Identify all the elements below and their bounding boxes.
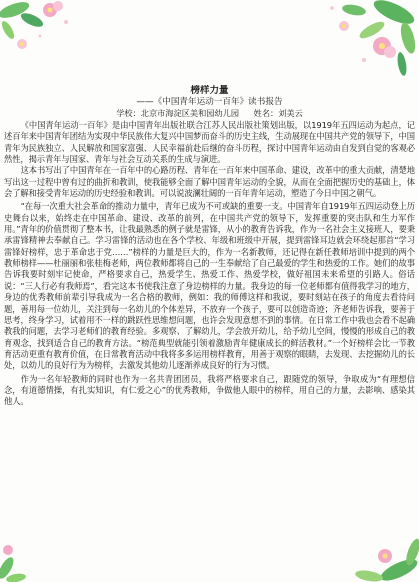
author-name: 姓名：刘美云: [253, 108, 303, 118]
leaf-icon: [341, 0, 418, 77]
floral-decoration-top-left: [0, 0, 80, 70]
report-subtitle: ——《中国青年运动一百年》读书报告: [136, 97, 283, 107]
paragraph-1: 《中国青年运动一百年》是由中国青年出版社联合江苏人民出版社策划出版，以1919年五四运动为起点，记述百年来中国青年团结为实现中华民族伟大复兴中国梦而奋斗的历史主线，生动展现在中国共产党的领导下，中国青年为民族独立、人民解放和国家富强、人民幸福前赴后继的奋斗历程，探讨中国青年运动由自发到自觉的客观必然性，揭示青年与国家、青年与社会互动关系的生成与演进。: [4, 120, 415, 165]
paragraph-4: 作为一名年轻教师的同时也作为一名共青团团员，我将严格要求自己，跟随党的领导，争取成为“有理想信念，有道德情操，有扎实知识，有仁爱之心”的优秀教师，争做他人眼中的榜样，用自己的力量，去影响、感染其他人。: [4, 373, 415, 407]
school-label: 学校：北京市海淀区美和园幼儿园: [116, 108, 240, 118]
paragraph-2: 这本书写出了中国青年在一百年中的心路历程、青年在一百年来中国革命、建设，改革中的重大贡献，清楚地写出这一过程中曾有过的曲折和教训，使我能够全面了解中国青年运动的全貌，从而在全面把握历史的基础上，体会了解和接受青年运动的历史经验和教训。可以说波澜壮阔的一百年青年运动，塑造了今日中国之朝气。: [4, 165, 415, 199]
flower-icon: [17, 1, 63, 49]
report-document: [4, 85, 415, 582]
author-info: [4, 108, 415, 119]
floral-decoration-top-right: [284, 0, 419, 82]
report-title: 榜样力量: [190, 85, 229, 96]
flower-icon: [339, 21, 396, 58]
paragraph-3: “在每一次重大社会革命的推动力量中，青年已成为不可或缺的重要一支。中国青年自1919年五四运动登上历史舞台以来，始终走在中国革命、建设、改革的前列，在中国共产党的领导下，发挥重要的突击队和生力军作用。”青年的价值贯彻了整本书，让我最熟悉的例子就是雷锋，从小的教育告诉我，作为一名社会主义接班人，要秉承雷锋精神去奉献自己。学习雷锋的活动也在各个学校、年级和班级中开展，提到雷锋耳边就会环绕起那首“学习雷锋好榜样，忠于革命忠于党……”榜样的力量是巨大的，作为一名新教师，还记得在新任教师培训中提到的两个教师榜样——杜丽丽和张桂梅老师，两位教师都将自己的一生奉献给了自己最爱的学生和热爱的工作。她们的故事告诉我要时刻牢记使命，严格要求自己，热爱学生、热爱工作、热爱学校，做好祖国未来希望的引路人。俗话说：“三人行必有我师焉”，看完这本书使我注意了身边榜样的力量。我身边的每一位老师都有值得我学习的地方，身边的优秀教师前辈引导我成为一名合格的教师，例如：我的师傅这样和我说，要时刻站在孩子的角度去看待问题，善用每一位幼儿，关注到每一名幼儿的个体差异，不放弃一个孩子，要可以创造奇迹；齐老师告诉我，要善于思考，终身学习，试着用不一样的跳跃性思维想问题，也许会发现意想不到的事情。在日常工作中我也会看不起确教我的问题，去学习老师们的教育经验。多观察、了解幼儿，学会放开幼儿，给予幼儿空间，慢慢的形成自己的教育观念，找到适合自己的教育方法。“榜范典型就能引领着激励青年健康成长的鲜活教材。”一个好榜样会比一节教育活动更重有教育价值，在日常教育活动中我将多多运用榜样教育，用善于观察的眼睛，去发现、去挖掘幼儿的长处，以幼儿的良好行为为榜样，去激发其他幼儿逐渐养成良好的行为习惯。: [4, 201, 415, 371]
leaf-icon: [0, 0, 45, 41]
